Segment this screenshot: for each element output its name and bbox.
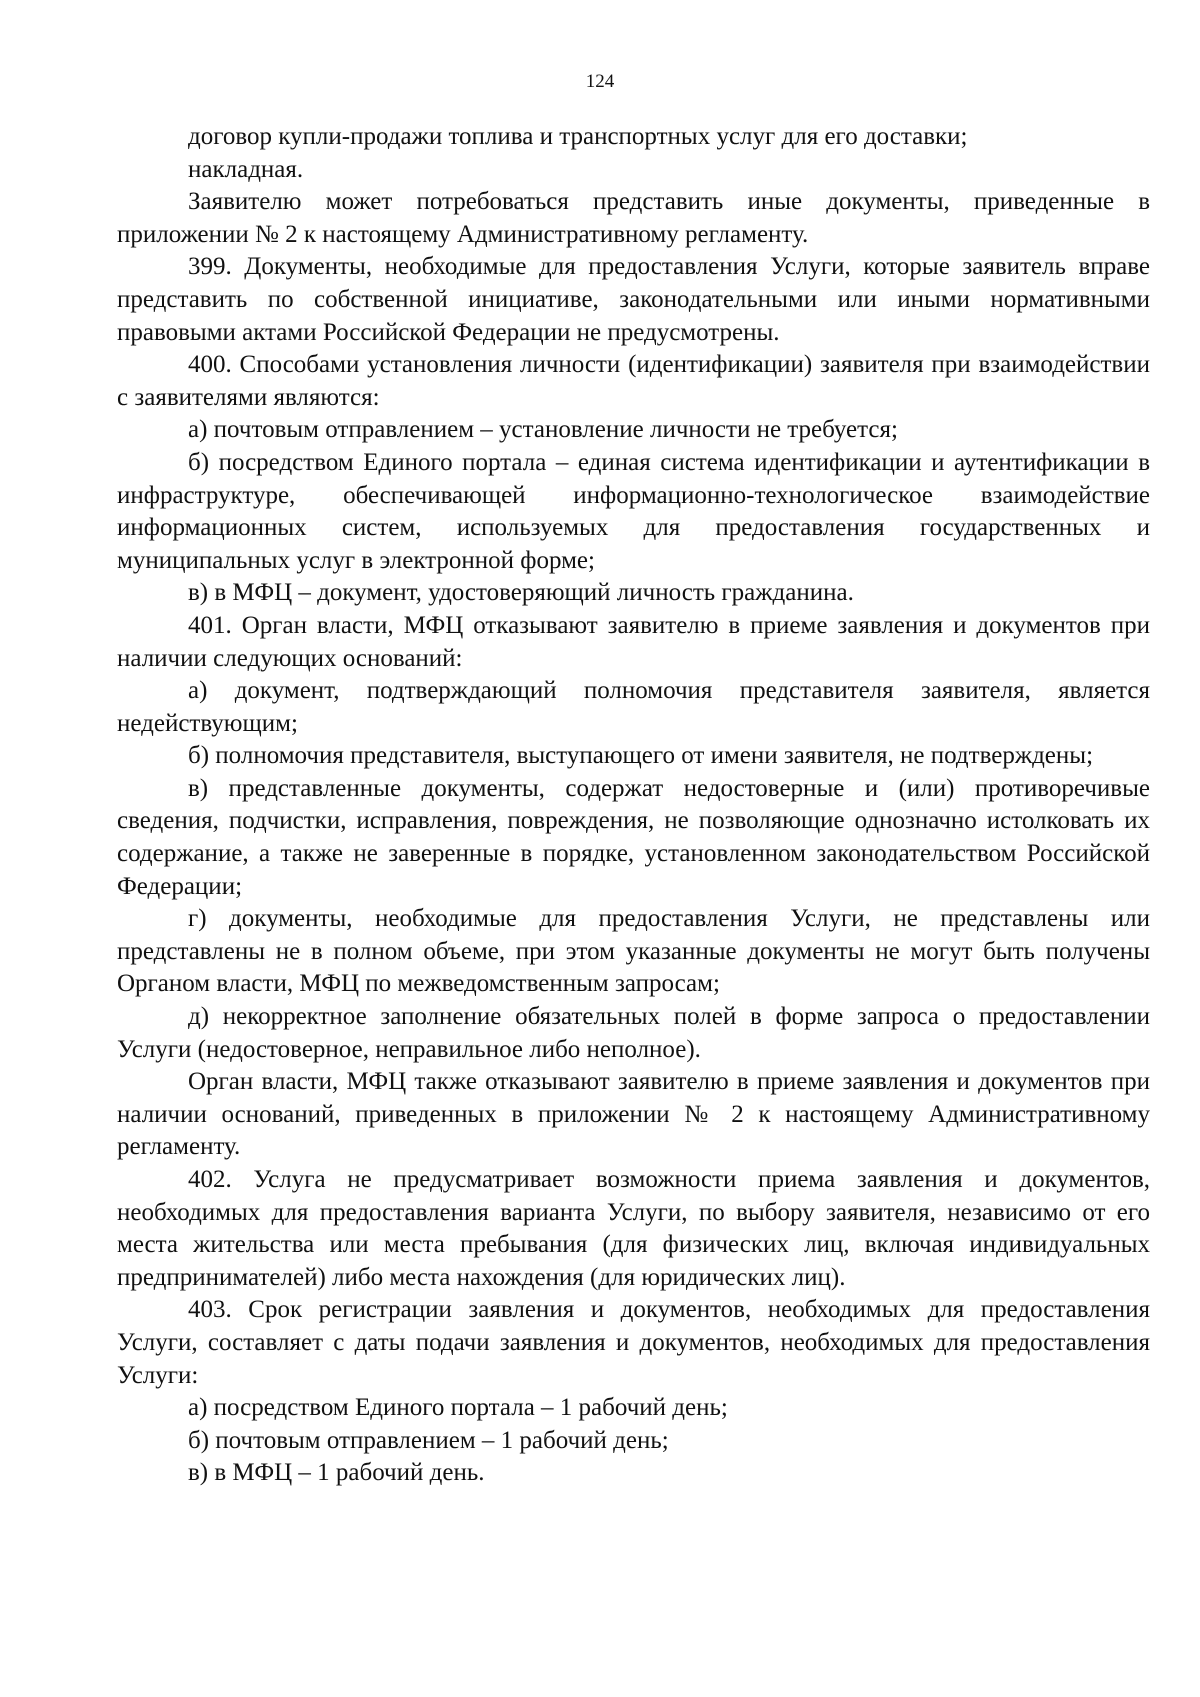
paragraph-403-v: в) в МФЦ – 1 рабочий день. — [188, 1459, 485, 1487]
paragraph-other-documents: Заявителю может потребоваться представить иные документы, приведенные в приложении № 2 к настоящему Административному регламенту. — [117, 188, 1150, 248]
paragraph-fuel-contract: договор купли-продажи топлива и транспортных услуг для его доставки; — [188, 123, 968, 150]
paragraph-waybill: накладная. — [188, 155, 304, 183]
paragraph-402: 402. Услуга не предусматривает возможности приема заявления и документов, необходимых для предоставления варианта Услуги, по выбору заявителя, независимо от его места жительства или места пребывания (для физических лиц, включая индивидуальных предпринимателей) либо места нахождения (для юридических лиц). — [117, 1166, 1150, 1291]
paragraph-400: 400. Способами установления личности (идентификации) заявителя при взаимодействии с заявителями являются: — [117, 351, 1150, 411]
paragraph-401-a: а) документ, подтверждающий полномочия представителя заявителя, является недействующим; — [117, 677, 1150, 737]
paragraph-refusal-appendix: Орган власти, МФЦ также отказывают заявителю в приеме заявления и документов при наличии оснований, приведенных в приложении № 2 к настоящему Административному регламенту. — [117, 1068, 1150, 1161]
paragraph-400-b: б) посредством Единого портала – единая система идентификации и аутентификации в инфраструктуре, обеспечивающей информационно-технологическое взаимодействие информационных систем, используемых для предоставления государственных и муниципальных услуг в электронной форме; — [117, 448, 1150, 574]
paragraph-401-g: г) документы, необходимые для предоставления Услуги, не представлены или представлены не в полном объеме, при этом указанные документы не могут быть получены Органом власти, МФЦ по межведомственным запросам; — [117, 905, 1150, 998]
paragraph-401: 401. Орган власти, МФЦ отказывают заявителю в приеме заявления и документов при наличии следующих оснований: — [117, 611, 1150, 672]
paragraph-399: 399. Документы, необходимые для предоставления Услуги, которые заявитель вправе представить по собственной инициативе, законодательными или иными нормативными правовыми актами Российской Федерации не предусмотрены. — [117, 253, 1150, 346]
paragraph-403-b: б) почтовым отправлением – 1 рабочий день; — [188, 1426, 669, 1454]
paragraph-401-d: д) некорректное заполнение обязательных полей в форме запроса о предоставлении Услуги (недостоверное, неправильное либо неполное). — [117, 1003, 1150, 1063]
paragraph-403: 403. Срок регистрации заявления и документов, необходимых для предоставления Услуги, составляет с даты подачи заявления и документов, необходимых для предоставления Услуги: — [117, 1296, 1150, 1389]
paragraph-403-a: а) посредством Единого портала – 1 рабочий день; — [188, 1394, 728, 1422]
document-body — [117, 121, 1150, 1490]
paragraph-400-v: в) в МФЦ – документ, удостоверяющий личность гражданина. — [188, 579, 854, 607]
paragraph-401-b: б) полномочия представителя, выступающего от имени заявителя, не подтверждены; — [188, 742, 1094, 770]
page-number: 124 — [585, 71, 615, 92]
paragraph-401-v: в) представленные документы, содержат недостоверные и (или) противоречивые сведения, подчистки, исправления, повреждения, не позволяющие однозначно истолковать их содержание, а также не заверенные в порядке, установленном законодательством Российской Федерации; — [117, 774, 1150, 900]
paragraph-400-a: а) почтовым отправлением – установление личности не требуется; — [188, 416, 898, 444]
